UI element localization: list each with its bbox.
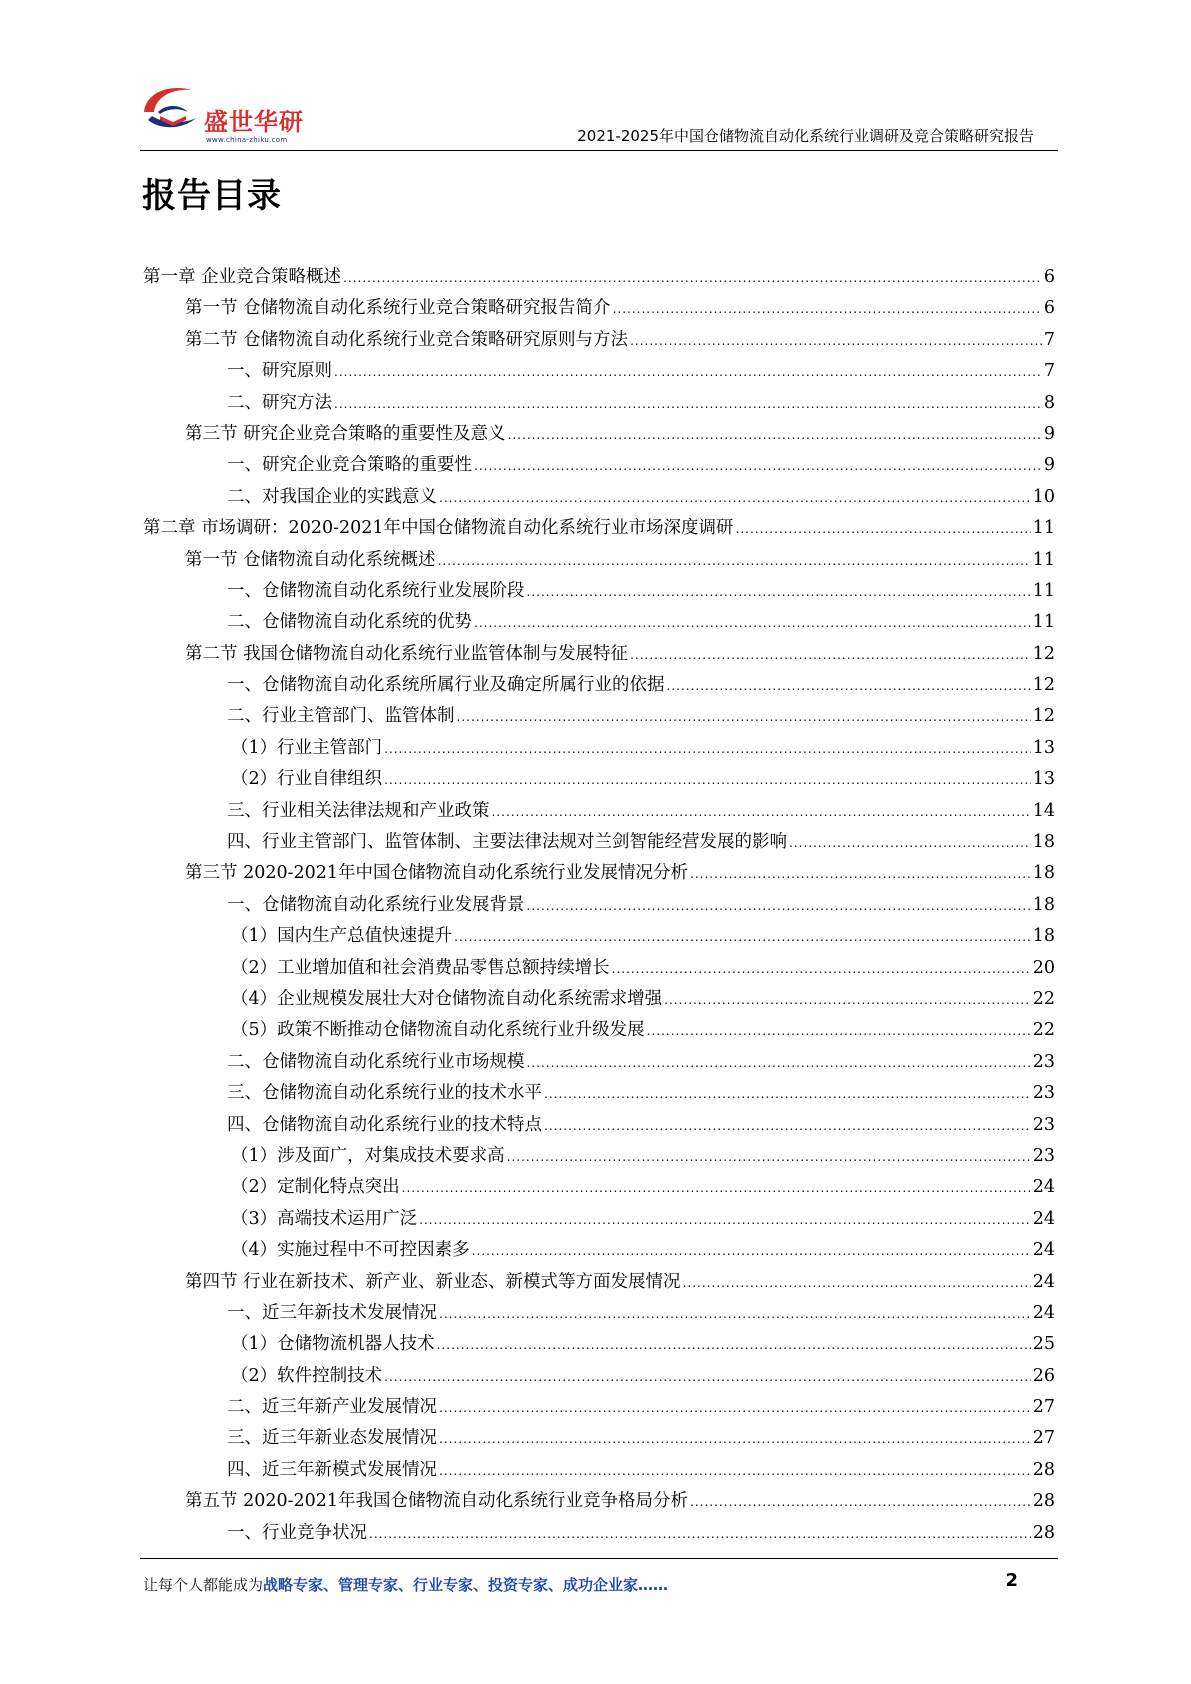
- company-logo: [140, 78, 330, 148]
- toc-dot-leader: [736, 514, 1031, 545]
- toc-entry-page: 23: [1032, 1114, 1055, 1135]
- toc-entry-title: 四、仓储物流自动化系统行业的技术特点: [227, 1114, 542, 1135]
- toc-entry-page: 23: [1032, 1083, 1055, 1104]
- toc-entry-page: 27: [1032, 1428, 1055, 1449]
- toc-entry-page: 12: [1032, 643, 1055, 664]
- toc-dot-leader: [630, 640, 1031, 671]
- toc-entry-page: 11: [1032, 580, 1055, 601]
- toc-entry[interactable]: [143, 1392, 1055, 1423]
- toc-dot-leader: [343, 263, 1042, 294]
- toc-entry[interactable]: [143, 576, 1055, 607]
- page-title: 报告目录: [142, 176, 282, 216]
- toc-entry-page: 13: [1032, 737, 1055, 758]
- toc-dot-leader: [384, 1362, 1031, 1393]
- toc-dot-leader: [334, 357, 1042, 388]
- toc-entry-title: 二、研究方法: [227, 392, 332, 413]
- toc-entry-title: （2）软件控制技术: [231, 1365, 383, 1386]
- toc-entry-page: 7: [1043, 329, 1055, 350]
- logo-emblem-icon: [140, 82, 202, 138]
- toc-entry-title: （4）企业规模发展壮大对仓储物流自动化系统需求增强: [231, 988, 663, 1009]
- toc-entry[interactable]: [143, 921, 1055, 952]
- toc-entry[interactable]: [143, 858, 1055, 889]
- page-number: 2: [1005, 1570, 1018, 1591]
- toc-entry-page: 25: [1032, 1334, 1055, 1355]
- toc-entry-title: 一、研究原则: [227, 361, 332, 382]
- toc-entry-title: （5）政策不断推动仓储物流自动化系统行业升级发展: [231, 1020, 645, 1041]
- toc-entry-title: （2）行业自律组织: [231, 769, 383, 790]
- toc-entry[interactable]: [143, 670, 1055, 701]
- toc-entry-page: 13: [1032, 769, 1055, 790]
- toc-entry-title: 二、行业主管部门、监管体制: [227, 706, 455, 727]
- toc-entry[interactable]: [143, 1141, 1055, 1172]
- toc-entry-page: 24: [1032, 1271, 1055, 1292]
- toc-dot-leader: [439, 1393, 1031, 1424]
- toc-dot-leader: [457, 702, 1031, 733]
- toc-entry-page: 14: [1032, 800, 1055, 821]
- toc-entry-page: 23: [1032, 1051, 1055, 1072]
- toc-entry[interactable]: [143, 953, 1055, 984]
- toc-entry-title: 二、近三年新产业发展情况: [227, 1397, 437, 1418]
- toc-entry[interactable]: [143, 1455, 1055, 1486]
- toc-entry[interactable]: [143, 325, 1055, 356]
- toc-dot-leader: [454, 922, 1031, 953]
- toc-entry-page: 27: [1032, 1397, 1055, 1418]
- toc-dot-leader: [439, 483, 1031, 514]
- footer-slogan: [143, 1574, 668, 1595]
- toc-dot-leader: [690, 859, 1031, 890]
- toc-entry[interactable]: [143, 1298, 1055, 1329]
- toc-dot-leader: [384, 734, 1031, 765]
- toc-entry[interactable]: [143, 827, 1055, 858]
- logo-url: www.china-zhiku.com: [206, 136, 288, 144]
- toc-entry-page: 28: [1032, 1459, 1055, 1480]
- toc-entry-page: 11: [1032, 518, 1055, 539]
- toc-entry-page: 18: [1032, 894, 1055, 915]
- toc-entry-title: 三、仓储物流自动化系统行业的技术水平: [227, 1083, 542, 1104]
- toc-entry-page: 20: [1032, 957, 1055, 978]
- toc-entry[interactable]: [143, 356, 1055, 387]
- header-divider: [140, 150, 1058, 151]
- toc-entry-title: 二、对我国企业的实践意义: [227, 486, 437, 507]
- toc-entry-title: （1）国内生产总值快速提升: [231, 926, 453, 947]
- toc-entry-title: （3）高端技术运用广泛: [231, 1208, 418, 1229]
- toc-dot-leader: [438, 546, 1031, 577]
- toc-entry-page: 6: [1043, 298, 1055, 319]
- toc-entry-title: 第三节 2020-2021年中国仓储物流自动化系统行业发展情况分析: [185, 863, 689, 884]
- toc-entry-title: 第四节 行业在新技术、新产业、新业态、新模式等方面发展情况: [185, 1271, 681, 1292]
- toc-dot-leader: [527, 891, 1031, 922]
- toc-entry[interactable]: [143, 1078, 1055, 1109]
- toc-entry-page: 10: [1032, 486, 1055, 507]
- toc-entry[interactable]: [143, 607, 1055, 638]
- toc-entry[interactable]: [143, 1015, 1055, 1046]
- toc-entry-title: 第三节 研究企业竞合策略的重要性及意义: [185, 423, 506, 444]
- toc-entry-title: （1）涉及面广，对集成技术要求高: [231, 1145, 505, 1166]
- toc-entry-title: 第二节 我国仓储物流自动化系统行业监管体制与发展特征: [185, 643, 629, 664]
- toc-entry-title: 一、研究企业竞合策略的重要性: [227, 455, 472, 476]
- toc-entry[interactable]: [143, 1423, 1055, 1454]
- toc-entry-page: 28: [1032, 1491, 1055, 1512]
- toc-entry[interactable]: [143, 1110, 1055, 1141]
- toc-entry[interactable]: [143, 733, 1055, 764]
- toc-entry[interactable]: [143, 1267, 1055, 1298]
- toc-entry[interactable]: [143, 1518, 1055, 1549]
- toc-entry[interactable]: [143, 890, 1055, 921]
- toc-entry-page: 24: [1032, 1177, 1055, 1198]
- toc-entry[interactable]: [143, 796, 1055, 827]
- toc-entry-title: 三、行业相关法律法规和产业政策: [227, 800, 490, 821]
- page-header: [140, 78, 1058, 158]
- slogan-highlight: 战略专家、管理专家、行业专家、投资专家、成功企业家……: [263, 1576, 669, 1594]
- toc-dot-leader: [667, 671, 1031, 702]
- toc-entry[interactable]: [143, 1486, 1055, 1517]
- logo-name: 盛世华研: [204, 108, 304, 136]
- toc-dot-leader: [647, 1016, 1031, 1047]
- toc-entry[interactable]: [143, 513, 1055, 544]
- toc-entry-page: 6: [1043, 267, 1055, 287]
- toc-dot-leader: [508, 420, 1042, 451]
- toc-entry-page: 11: [1032, 612, 1055, 633]
- toc-dot-leader: [474, 608, 1031, 639]
- toc-entry[interactable]: [143, 1329, 1055, 1360]
- toc-entry-page: 18: [1032, 832, 1055, 853]
- toc-dot-leader: [384, 765, 1031, 796]
- toc-entry-title: 一、行业竞争状况: [227, 1522, 367, 1543]
- toc-entry[interactable]: [143, 639, 1055, 670]
- toc-entry-title: （1）行业主管部门: [231, 737, 383, 758]
- toc-entry-title: 第一章 企业竞合策略概述: [143, 267, 342, 287]
- toc-entry-page: 8: [1043, 392, 1055, 413]
- toc-entry[interactable]: [143, 293, 1055, 324]
- toc-entry-title: 三、近三年新业态发展情况: [227, 1428, 437, 1449]
- toc-dot-leader: [527, 1048, 1031, 1079]
- toc-entry-page: 22: [1032, 988, 1055, 1009]
- toc-dot-leader: [439, 1424, 1031, 1455]
- toc-dot-leader: [439, 1456, 1031, 1487]
- toc-entry[interactable]: [143, 1172, 1055, 1203]
- toc-entry-page: 7: [1043, 361, 1055, 382]
- toc-entry[interactable]: [143, 545, 1055, 576]
- toc-entry[interactable]: [143, 450, 1055, 481]
- toc-entry-page: 24: [1032, 1208, 1055, 1229]
- toc-entry[interactable]: [143, 482, 1055, 513]
- toc-dot-leader: [472, 1236, 1031, 1267]
- toc-entry[interactable]: [143, 984, 1055, 1015]
- toc-entry[interactable]: [143, 262, 1055, 293]
- toc-entry-title: 第二节 仓储物流自动化系统行业竞合策略研究原则与方法: [185, 329, 629, 350]
- toc-entry-page: 24: [1032, 1240, 1055, 1261]
- toc-entry[interactable]: [143, 419, 1055, 450]
- toc-entry-title: 一、近三年新技术发展情况: [227, 1302, 437, 1323]
- toc-entry-page: 18: [1032, 863, 1055, 884]
- toc-entry-title: 第二章 市场调研：2020-2021年中国仓储物流自动化系统行业市场深度调研: [143, 518, 734, 539]
- toc-dot-leader: [437, 1330, 1031, 1361]
- toc-dot-leader: [439, 1299, 1031, 1330]
- table-of-contents: [143, 262, 1055, 1549]
- slogan-prefix: 让每个人都能成为: [143, 1576, 264, 1594]
- toc-entry-page: 18: [1032, 926, 1055, 947]
- toc-entry-page: 12: [1032, 675, 1055, 696]
- toc-dot-leader: [402, 1173, 1031, 1204]
- toc-entry-page: 12: [1032, 706, 1055, 727]
- toc-dot-leader: [612, 954, 1031, 985]
- toc-entry-page: 11: [1032, 549, 1055, 570]
- toc-dot-leader: [690, 1487, 1031, 1518]
- toc-entry-page: 26: [1032, 1365, 1055, 1386]
- toc-entry-title: 第一节 仓储物流自动化系统概述: [185, 549, 436, 570]
- toc-entry-title: （1）仓储物流机器人技术: [231, 1334, 435, 1355]
- footer-divider: [140, 1558, 1058, 1559]
- toc-entry-page: 22: [1032, 1020, 1055, 1041]
- toc-entry[interactable]: [143, 1361, 1055, 1392]
- toc-entry[interactable]: [143, 1235, 1055, 1266]
- toc-entry-title: （2）定制化特点突出: [231, 1177, 400, 1198]
- toc-dot-leader: [419, 1205, 1031, 1236]
- toc-entry[interactable]: [143, 1204, 1055, 1235]
- toc-entry-page: 9: [1043, 423, 1055, 444]
- toc-entry[interactable]: [143, 701, 1055, 732]
- toc-entry-title: 一、仓储物流自动化系统行业发展阶段: [227, 580, 525, 601]
- document-title: 2021-2025年中国仓储物流自动化系统行业调研及竞合策略研究报告: [577, 127, 1034, 145]
- toc-entry-title: （2）工业增加值和社会消费品零售总额持续增长: [231, 957, 610, 978]
- toc-entry-page: 28: [1032, 1522, 1055, 1543]
- toc-dot-leader: [630, 326, 1042, 357]
- toc-dot-leader: [789, 828, 1031, 859]
- toc-dot-leader: [492, 797, 1031, 828]
- toc-entry-title: 四、近三年新模式发展情况: [227, 1459, 437, 1480]
- toc-dot-leader: [544, 1111, 1031, 1142]
- toc-entry-title: 第五节 2020-2021年我国仓储物流自动化系统行业竞争格局分析: [185, 1491, 689, 1512]
- toc-entry-title: 第一节 仓储物流自动化系统行业竞合策略研究报告简介: [185, 298, 611, 319]
- toc-entry-page: 23: [1032, 1145, 1055, 1166]
- toc-entry[interactable]: [143, 1047, 1055, 1078]
- toc-entry-title: 二、仓储物流自动化系统行业市场规模: [227, 1051, 525, 1072]
- toc-entry-title: 一、仓储物流自动化系统所属行业及确定所属行业的依据: [227, 675, 665, 696]
- toc-dot-leader: [334, 389, 1042, 420]
- toc-dot-leader: [369, 1519, 1031, 1550]
- toc-entry-page: 24: [1032, 1302, 1055, 1323]
- toc-entry-title: 四、行业主管部门、监管体制、主要法律法规对兰剑智能经营发展的影响: [227, 832, 787, 853]
- toc-dot-leader: [544, 1079, 1031, 1110]
- toc-dot-leader: [527, 577, 1031, 608]
- toc-dot-leader: [507, 1142, 1031, 1173]
- toc-entry-title: 二、仓储物流自动化系统的优势: [227, 612, 472, 633]
- toc-entry[interactable]: [143, 764, 1055, 795]
- toc-dot-leader: [683, 1268, 1031, 1299]
- toc-entry-page: 9: [1043, 455, 1055, 476]
- toc-dot-leader: [613, 294, 1042, 325]
- toc-entry[interactable]: [143, 388, 1055, 419]
- toc-entry-title: 一、仓储物流自动化系统行业发展背景: [227, 894, 525, 915]
- toc-dot-leader: [474, 451, 1042, 482]
- toc-dot-leader: [664, 985, 1031, 1016]
- toc-entry-title: （4）实施过程中不可控因素多: [231, 1240, 470, 1261]
